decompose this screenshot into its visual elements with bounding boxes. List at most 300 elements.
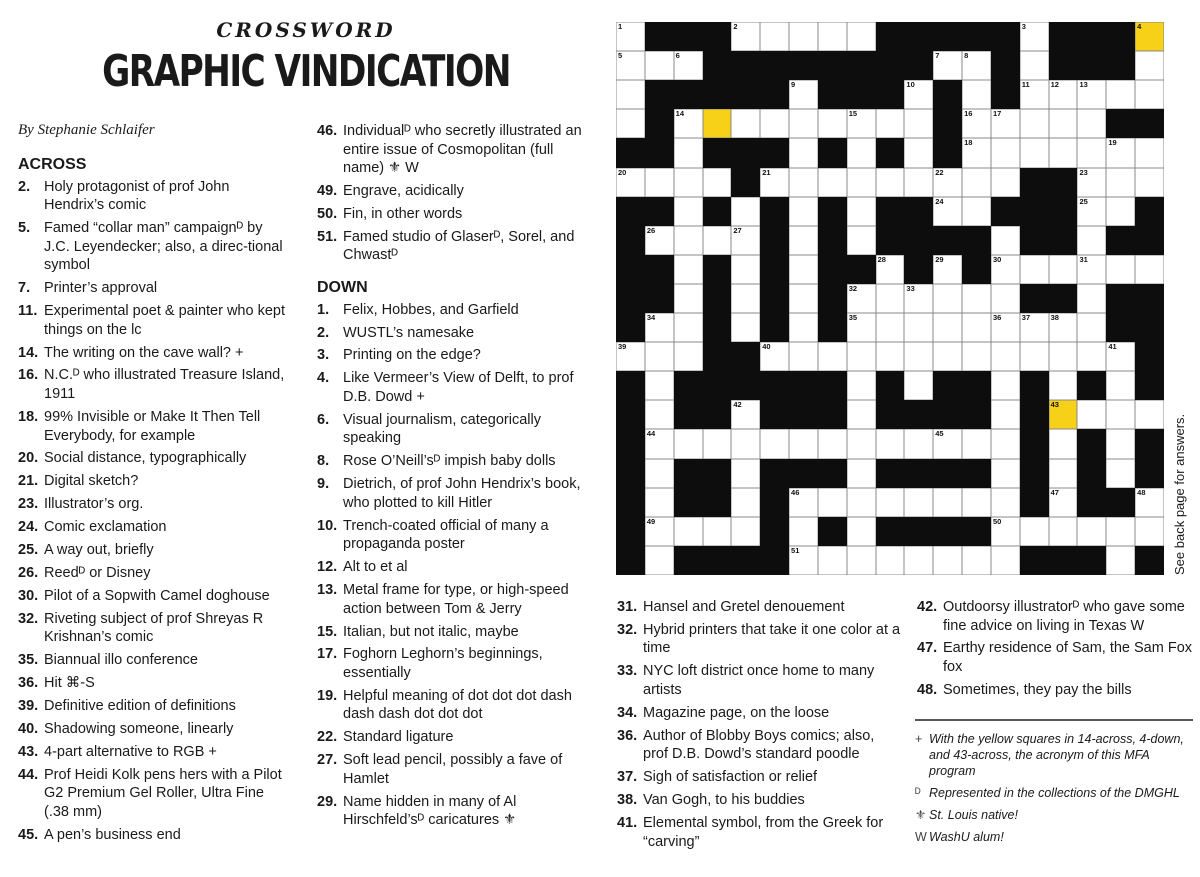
grid-cell[interactable] (1049, 342, 1078, 371)
grid-cell[interactable] (1049, 313, 1078, 342)
grid-cell[interactable] (962, 168, 991, 197)
grid-cell[interactable] (674, 342, 703, 371)
down-clue (617, 662, 902, 699)
grid-cell[interactable] (876, 109, 905, 138)
block-cell (1020, 197, 1049, 226)
clue-number: 39. (18, 697, 39, 714)
cell-number: 38 (1050, 313, 1059, 323)
block-cell (818, 138, 847, 167)
grid-cell[interactable] (962, 197, 991, 226)
block-cell (645, 109, 674, 138)
grid-cell[interactable] (1077, 517, 1106, 546)
block-cell (1049, 168, 1078, 197)
grid-cell[interactable] (991, 138, 1020, 167)
block-cell (616, 138, 645, 167)
grid-cell[interactable] (1135, 80, 1164, 109)
grid-cell[interactable] (1106, 371, 1135, 400)
down-clue (617, 768, 902, 787)
legend-symbol: ⚜ (915, 808, 927, 822)
block-cell (616, 226, 645, 255)
grid-cell[interactable] (847, 342, 876, 371)
grid-cell[interactable] (847, 168, 876, 197)
grid-cell[interactable] (933, 284, 962, 313)
grid-cell[interactable] (847, 400, 876, 429)
grid-cell[interactable] (645, 488, 674, 517)
grid-cell[interactable] (991, 517, 1020, 546)
grid-cell[interactable] (645, 168, 674, 197)
block-cell (674, 459, 703, 488)
grid-cell[interactable] (703, 168, 732, 197)
grid-cell[interactable] (818, 429, 847, 458)
grid-cell[interactable] (1077, 138, 1106, 167)
highlighted-cell[interactable] (1049, 400, 1078, 429)
grid-cell[interactable] (1077, 313, 1106, 342)
grid-cell[interactable] (876, 488, 905, 517)
grid-cell[interactable] (645, 371, 674, 400)
grid-cell[interactable] (876, 255, 905, 284)
grid-cell[interactable] (1077, 197, 1106, 226)
grid-cell[interactable] (1077, 109, 1106, 138)
grid-cell[interactable] (991, 255, 1020, 284)
grid-cell[interactable] (991, 400, 1020, 429)
across-clue (18, 720, 286, 739)
grid-cell[interactable] (933, 255, 962, 284)
grid-cell[interactable] (991, 168, 1020, 197)
clue-text: A way out, briefly (44, 541, 154, 558)
grid-cell[interactable] (933, 51, 962, 80)
grid-cell[interactable] (1049, 429, 1078, 458)
grid-cell[interactable] (847, 371, 876, 400)
grid-cell[interactable] (876, 546, 905, 575)
clue-number: 36. (617, 727, 638, 744)
clue-text: Illustrator’s org. (44, 496, 144, 513)
block-cell (760, 371, 789, 400)
grid-cell[interactable] (1106, 459, 1135, 488)
block-cell (1077, 459, 1106, 488)
grid-cell[interactable] (645, 313, 674, 342)
grid-cell[interactable] (933, 313, 962, 342)
cell-number: 47 (1050, 487, 1059, 497)
grid-cell[interactable] (933, 546, 962, 575)
grid-cell[interactable] (962, 109, 991, 138)
clue-number: 31. (617, 599, 638, 615)
grid-cell[interactable] (1049, 459, 1078, 488)
grid-cell[interactable] (1020, 51, 1049, 80)
grid-cell[interactable] (933, 342, 962, 371)
grid-cell[interactable] (1106, 517, 1135, 546)
cell-number: 21 (762, 167, 771, 177)
grid-cell[interactable] (760, 22, 789, 51)
grid-cell[interactable] (904, 138, 933, 167)
grid-cell[interactable] (789, 226, 818, 255)
cell-number: 43 (1050, 400, 1059, 410)
block-cell (1020, 429, 1049, 458)
grid-cell[interactable] (645, 429, 674, 458)
grid-cell[interactable] (1020, 138, 1049, 167)
grid-cell[interactable] (1135, 168, 1164, 197)
block-cell (818, 226, 847, 255)
block-cell (933, 109, 962, 138)
block-cell (1077, 429, 1106, 458)
grid-cell[interactable] (904, 429, 933, 458)
grid-cell[interactable] (847, 22, 876, 51)
grid-cell[interactable] (731, 488, 760, 517)
grid-cell[interactable] (962, 51, 991, 80)
grid-cell[interactable] (991, 371, 1020, 400)
grid-cell[interactable] (818, 168, 847, 197)
grid-cell[interactable] (1135, 138, 1164, 167)
grid-cell[interactable] (847, 226, 876, 255)
grid-cell[interactable] (645, 226, 674, 255)
grid-cell[interactable] (616, 22, 645, 51)
grid-cell[interactable] (1106, 138, 1135, 167)
highlighted-cell[interactable] (703, 109, 732, 138)
legend-note (915, 807, 1195, 823)
grid-cell[interactable] (991, 459, 1020, 488)
block-cell (703, 138, 732, 167)
grid-cell[interactable] (847, 546, 876, 575)
grid-cell[interactable] (731, 197, 760, 226)
grid-cell[interactable] (674, 226, 703, 255)
grid-cell[interactable] (789, 313, 818, 342)
grid-cell[interactable] (847, 138, 876, 167)
grid-cell[interactable] (674, 197, 703, 226)
grid-cell[interactable] (789, 517, 818, 546)
grid-cell[interactable] (645, 546, 674, 575)
grid-cell[interactable] (1020, 22, 1049, 51)
grid-cell[interactable] (847, 429, 876, 458)
grid-cell[interactable] (1020, 80, 1049, 109)
cell-number: 50 (992, 516, 1002, 526)
clue-text: Definitive edition of definitions (44, 697, 236, 714)
clues-column-4 (917, 598, 1195, 704)
grid-cell[interactable] (1106, 342, 1135, 371)
block-cell (933, 517, 962, 546)
block-cell (616, 546, 645, 575)
grid-cell[interactable] (847, 197, 876, 226)
grid-cell[interactable] (818, 488, 847, 517)
grid-cell[interactable] (904, 342, 933, 371)
grid-cell[interactable] (1020, 313, 1049, 342)
cell-number: 46 (791, 487, 800, 497)
grid-cell[interactable] (731, 517, 760, 546)
grid-cell[interactable] (1077, 284, 1106, 313)
clue-number: 41. (617, 815, 638, 832)
grid-cell[interactable] (1020, 342, 1049, 371)
grid-cell[interactable] (731, 22, 760, 51)
grid-cell[interactable] (1135, 51, 1164, 80)
highlighted-cell[interactable] (1135, 22, 1164, 51)
grid-cell[interactable] (933, 168, 962, 197)
block-cell (703, 459, 732, 488)
grid-cell[interactable] (789, 429, 818, 458)
grid-cell[interactable] (674, 109, 703, 138)
block-cell (731, 80, 760, 109)
grid-cell[interactable] (962, 138, 991, 167)
grid-cell[interactable] (818, 22, 847, 51)
cell-number: 4 (1137, 22, 1142, 31)
grid-cell[interactable] (703, 429, 732, 458)
grid-cell[interactable] (674, 255, 703, 284)
grid-cell[interactable] (789, 138, 818, 167)
clue-text: Dietrich, of prof John Hendrix’s book, who plotted to kill Hitler (343, 476, 581, 511)
grid-cell[interactable] (1106, 197, 1135, 226)
clue-text: 99% Invisible or Make It Then Tell Everybody, for example (44, 408, 261, 444)
block-cell (703, 197, 732, 226)
block-cell (789, 459, 818, 488)
grid-cell[interactable] (731, 459, 760, 488)
grid-cell[interactable] (703, 517, 732, 546)
grid-cell[interactable] (645, 459, 674, 488)
grid-cell[interactable] (1106, 429, 1135, 458)
grid-cell[interactable] (904, 168, 933, 197)
grid-cell[interactable] (789, 342, 818, 371)
grid-cell[interactable] (760, 168, 789, 197)
grid-cell[interactable] (933, 197, 962, 226)
clue-number: 7. (18, 280, 31, 297)
grid-cell[interactable] (731, 284, 760, 313)
across-clue (18, 219, 286, 275)
grid-cell[interactable] (616, 51, 645, 80)
grid-cell[interactable] (789, 488, 818, 517)
clue-text: Holy protagonist of prof John Hendrix’s comic (44, 178, 230, 214)
grid-cell[interactable] (789, 168, 818, 197)
clue-text: Trench-coated official of many a propaganda poster (343, 517, 549, 553)
grid-cell[interactable] (1020, 517, 1049, 546)
down-clue (317, 581, 589, 618)
grid-cell[interactable] (904, 546, 933, 575)
grid-cell[interactable] (703, 226, 732, 255)
block-cell (1020, 488, 1049, 517)
grid-cell[interactable] (789, 255, 818, 284)
grid-cell[interactable] (674, 51, 703, 80)
clue-text: Soft lead pencil, possibly a fave of Hamlet (343, 752, 563, 787)
down-clue (317, 301, 589, 320)
grid-cell[interactable] (1077, 80, 1106, 109)
block-cell (1020, 284, 1049, 313)
grid-cell[interactable] (962, 429, 991, 458)
grid-cell[interactable] (904, 371, 933, 400)
across-heading: ACROSS (18, 156, 87, 173)
grid-cell[interactable] (731, 109, 760, 138)
block-cell (1077, 51, 1106, 80)
grid-cell[interactable] (991, 313, 1020, 342)
block-cell (703, 22, 732, 51)
clue-number: 23. (18, 496, 39, 513)
answers-note: See back page for answers. (1172, 413, 1187, 575)
block-cell (1135, 459, 1164, 488)
grid-cell[interactable] (1106, 546, 1135, 575)
grid-cell[interactable] (616, 80, 645, 109)
grid-cell[interactable] (991, 226, 1020, 255)
block-cell (876, 400, 905, 429)
grid-cell[interactable] (1135, 517, 1164, 546)
grid-cell[interactable] (731, 255, 760, 284)
block-cell (962, 400, 991, 429)
block-cell (760, 51, 789, 80)
grid-cell[interactable] (904, 284, 933, 313)
grid-cell[interactable] (847, 517, 876, 546)
grid-cell[interactable] (847, 284, 876, 313)
grid-cell[interactable] (760, 429, 789, 458)
grid-cell[interactable] (1106, 400, 1135, 429)
grid-cell[interactable] (731, 226, 760, 255)
grid-cell[interactable] (1077, 342, 1106, 371)
clue-text: Comic exclamation (44, 519, 167, 536)
cell-number: 40 (762, 342, 771, 352)
cell-number: 34 (646, 313, 656, 323)
grid-cell[interactable] (616, 168, 645, 197)
grid-cell[interactable] (991, 284, 1020, 313)
grid-cell[interactable] (674, 138, 703, 167)
block-cell (876, 517, 905, 546)
clue-number: 32. (18, 610, 39, 627)
grid-cell[interactable] (1049, 488, 1078, 517)
clue-text: Riveting subject of prof Shreyas R Krishnan’s comic (44, 610, 264, 646)
grid-cell[interactable] (1077, 400, 1106, 429)
grid-cell[interactable] (1077, 168, 1106, 197)
grid-cell[interactable] (1049, 80, 1078, 109)
grid-cell[interactable] (789, 80, 818, 109)
grid-cell[interactable] (645, 342, 674, 371)
grid-cell[interactable] (876, 342, 905, 371)
grid-cell[interactable] (991, 109, 1020, 138)
grid-cell[interactable] (876, 168, 905, 197)
block-cell (1106, 51, 1135, 80)
grid-cell[interactable] (1077, 255, 1106, 284)
grid-cell[interactable] (991, 546, 1020, 575)
clue-text: NYC loft district once home to many artists (643, 663, 875, 698)
grid-cell[interactable] (674, 517, 703, 546)
across-clue (18, 766, 286, 822)
grid-cell[interactable] (876, 284, 905, 313)
grid-cell[interactable] (616, 109, 645, 138)
down-clue (917, 681, 1195, 700)
grid-cell[interactable] (847, 488, 876, 517)
grid-cell[interactable] (1049, 138, 1078, 167)
grid-cell[interactable] (674, 284, 703, 313)
grid-cell[interactable] (789, 284, 818, 313)
grid-cell[interactable] (962, 488, 991, 517)
grid-cell[interactable] (674, 313, 703, 342)
grid-cell[interactable] (1020, 109, 1049, 138)
grid-cell[interactable] (904, 313, 933, 342)
grid-cell[interactable] (1049, 109, 1078, 138)
grid-cell[interactable] (645, 517, 674, 546)
clue-text: Prof Heidi Kolk pens hers with a Pilot G2 Premium Gel Roller, Ultra Fine (.38 mm) (44, 766, 282, 820)
grid-cell[interactable] (962, 342, 991, 371)
cell-number: 51 (791, 545, 800, 555)
block-cell (1049, 284, 1078, 313)
grid-cell[interactable] (818, 109, 847, 138)
block-cell (1077, 488, 1106, 517)
across-clue (18, 826, 286, 845)
grid-cell[interactable] (1049, 371, 1078, 400)
cell-number: 25 (1079, 196, 1088, 206)
clue-number: 32. (617, 621, 638, 638)
block-cell (991, 51, 1020, 80)
across-clue (18, 518, 286, 537)
grid-cell[interactable] (760, 109, 789, 138)
grid-cell[interactable] (760, 342, 789, 371)
clue-text: Standard ligature (343, 729, 454, 746)
block-cell (876, 22, 905, 51)
block-cell (703, 546, 732, 575)
clue-number: 13. (317, 582, 338, 599)
grid-cell[interactable] (991, 429, 1020, 458)
grid-cell[interactable] (1106, 255, 1135, 284)
grid-cell[interactable] (1049, 255, 1078, 284)
grid-cell[interactable] (674, 168, 703, 197)
grid-cell[interactable] (962, 80, 991, 109)
grid-cell[interactable] (645, 400, 674, 429)
block-cell (760, 488, 789, 517)
grid-cell[interactable] (904, 488, 933, 517)
grid-cell[interactable] (991, 488, 1020, 517)
clue-text: Social distance, typographically (44, 450, 247, 467)
grid-cell[interactable] (904, 80, 933, 109)
grid-cell[interactable] (904, 109, 933, 138)
grid-cell[interactable] (789, 109, 818, 138)
down-clue (317, 558, 589, 577)
grid-cell[interactable] (1135, 400, 1164, 429)
grid-cell[interactable] (1049, 517, 1078, 546)
grid-cell[interactable] (789, 546, 818, 575)
grid-cell[interactable] (616, 342, 645, 371)
grid-cell[interactable] (645, 51, 674, 80)
grid-cell[interactable] (1106, 168, 1135, 197)
clue-text: Foghorn Leghorn’s beginnings, essentially (343, 646, 543, 681)
grid-cell[interactable] (818, 546, 847, 575)
grid-cell[interactable] (789, 197, 818, 226)
grid-cell[interactable] (847, 459, 876, 488)
grid-cell[interactable] (818, 342, 847, 371)
legend-note (915, 785, 1195, 801)
grid-cell[interactable] (876, 313, 905, 342)
grid-cell[interactable] (1077, 226, 1106, 255)
clue-text: Printing on the edge? (343, 347, 481, 364)
grid-cell[interactable] (1135, 255, 1164, 284)
clue-number: 2. (317, 324, 330, 341)
grid-cell[interactable] (962, 546, 991, 575)
clues-column-1 (18, 150, 286, 849)
clue-text: Engrave, acidically (343, 183, 464, 200)
block-cell (789, 51, 818, 80)
down-clue (617, 727, 902, 764)
grid-cell[interactable] (1020, 255, 1049, 284)
grid-cell[interactable] (789, 22, 818, 51)
grid-cell[interactable] (731, 313, 760, 342)
grid-cell[interactable] (962, 284, 991, 313)
clue-number: 24. (18, 519, 39, 536)
grid-cell[interactable] (991, 342, 1020, 371)
grid-cell[interactable] (731, 400, 760, 429)
grid-cell[interactable] (847, 109, 876, 138)
grid-cell[interactable] (674, 429, 703, 458)
grid-cell[interactable] (1135, 488, 1164, 517)
grid-cell[interactable] (962, 313, 991, 342)
grid-cell[interactable] (876, 429, 905, 458)
clue-number: 20. (18, 450, 39, 467)
clue-text: Sometimes, they pay the bills (943, 681, 1132, 698)
block-cell (1135, 284, 1164, 313)
grid-cell[interactable] (847, 313, 876, 342)
grid-cell[interactable] (933, 429, 962, 458)
grid-cell[interactable] (731, 429, 760, 458)
grid-cell[interactable] (1106, 80, 1135, 109)
across-clue (317, 205, 589, 224)
grid-cell[interactable] (933, 488, 962, 517)
